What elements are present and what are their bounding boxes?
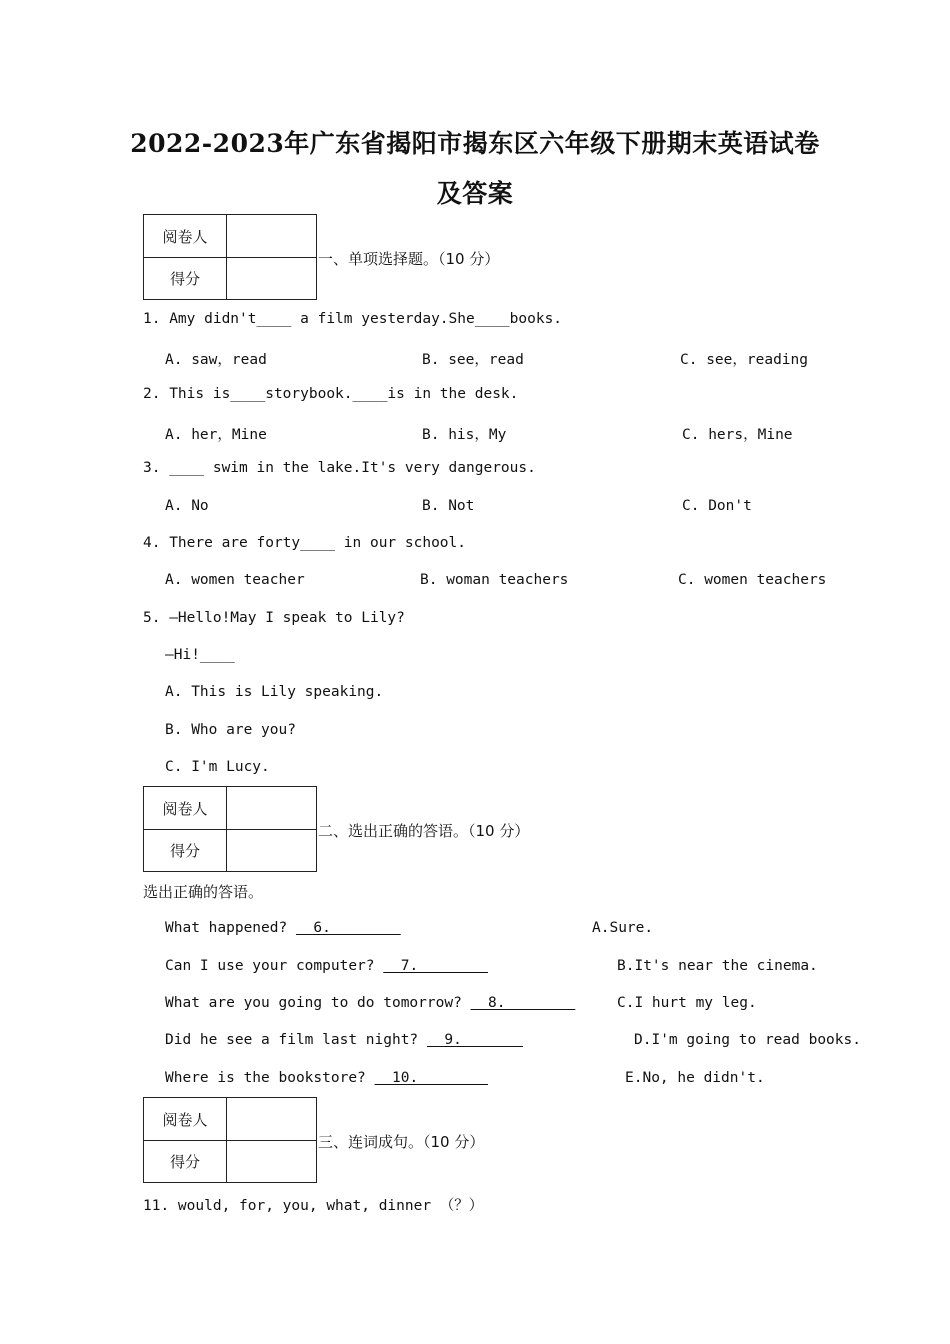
match-question-9	[165, 1032, 523, 1048]
question-1-option-c: C. see，reading	[680, 352, 808, 368]
question-5-line2: —Hi!____	[165, 647, 235, 663]
question-4-option-b: B. woman teachers	[420, 572, 569, 588]
match-question-6	[165, 920, 401, 936]
question-5-option-a: A. This is Lily speaking.	[165, 684, 384, 700]
question-2-stem: 2. This is____storybook.____is in the desk.	[143, 386, 519, 402]
question-1-option-a: A. saw，read	[165, 352, 267, 368]
section1-title: 一、单项选择题。（10 分）	[318, 250, 500, 268]
question-11: 11. would, for, you, what, dinner （？）	[143, 1198, 484, 1214]
match-answer-c: C.I hurt my leg.	[617, 995, 757, 1011]
answer-blank[interactable]: 8.	[470, 995, 576, 1011]
section2-title: 二、选出正确的答语。（10 分）	[318, 822, 530, 840]
question-5-line1: 5. —Hello!May I speak to Lily?	[143, 610, 405, 626]
answer-blank[interactable]: 9.	[426, 1032, 523, 1048]
reviewer-label: 阅卷人	[144, 1098, 227, 1140]
match-question-text: Did he see a film last night?	[165, 1032, 419, 1048]
score-label: 得分	[144, 829, 227, 871]
question-4-option-a: A. women teacher	[165, 572, 305, 588]
section3-title: 三、连词成句。（10 分）	[318, 1133, 485, 1151]
document-title-line2: 及答案	[436, 179, 514, 208]
match-answer-d: D.I'm going to read books.	[634, 1032, 861, 1048]
answer-blank[interactable]: 10.	[374, 1070, 489, 1086]
question-5-option-c: C. I'm Lucy.	[165, 759, 270, 775]
question-5-option-b: B. Who are you?	[165, 722, 296, 738]
score-label: 得分	[144, 1140, 227, 1182]
question-3-option-b: B. Not	[422, 498, 475, 514]
match-answer-b: B.It's near the cinema.	[617, 958, 818, 974]
question-4-option-c: C. women teachers	[678, 572, 827, 588]
match-question-8	[165, 995, 575, 1011]
question-3-option-a: A. No	[165, 498, 209, 514]
match-question-text: Where is the bookstore?	[165, 1070, 366, 1086]
score-label: 得分	[144, 257, 227, 299]
question-2-option-b: B. his，My	[422, 427, 507, 443]
match-question-7	[165, 958, 488, 974]
match-question-text: What are you going to do tomorrow?	[165, 995, 462, 1011]
match-question-text: Can I use your computer?	[165, 958, 375, 974]
question-1-stem: 1. Amy didn't____ a film yesterday.She____books.	[143, 311, 563, 327]
question-2-option-a: A. her，Mine	[165, 427, 267, 443]
answer-blank[interactable]: 7.	[383, 958, 489, 974]
score-box-section2	[143, 786, 317, 872]
match-question-10	[165, 1070, 488, 1086]
answer-blank[interactable]: 6.	[295, 920, 401, 936]
score-box-section1	[143, 214, 317, 300]
question-2-option-c: C. hers，Mine	[682, 427, 793, 443]
section2-intro: 选出正确的答语。	[143, 883, 264, 901]
question-1-option-b: B. see，read	[422, 352, 524, 368]
score-box-section3	[143, 1097, 317, 1183]
question-4-stem: 4. There are forty____ in our school.	[143, 535, 467, 551]
question-3-option-c: C. Don't	[682, 498, 752, 514]
reviewer-label: 阅卷人	[144, 215, 227, 257]
match-answer-e: E.No, he didn't.	[625, 1070, 765, 1086]
match-answer-a: A.Sure.	[592, 920, 654, 936]
document-title-line1: 2022-2023年广东省揭阳市揭东区六年级下册期末英语试卷	[130, 129, 820, 158]
match-question-text: What happened?	[165, 920, 288, 936]
question-3-stem: 3. ____ swim in the lake.It's very dangerous.	[143, 460, 536, 476]
reviewer-label: 阅卷人	[144, 787, 227, 829]
